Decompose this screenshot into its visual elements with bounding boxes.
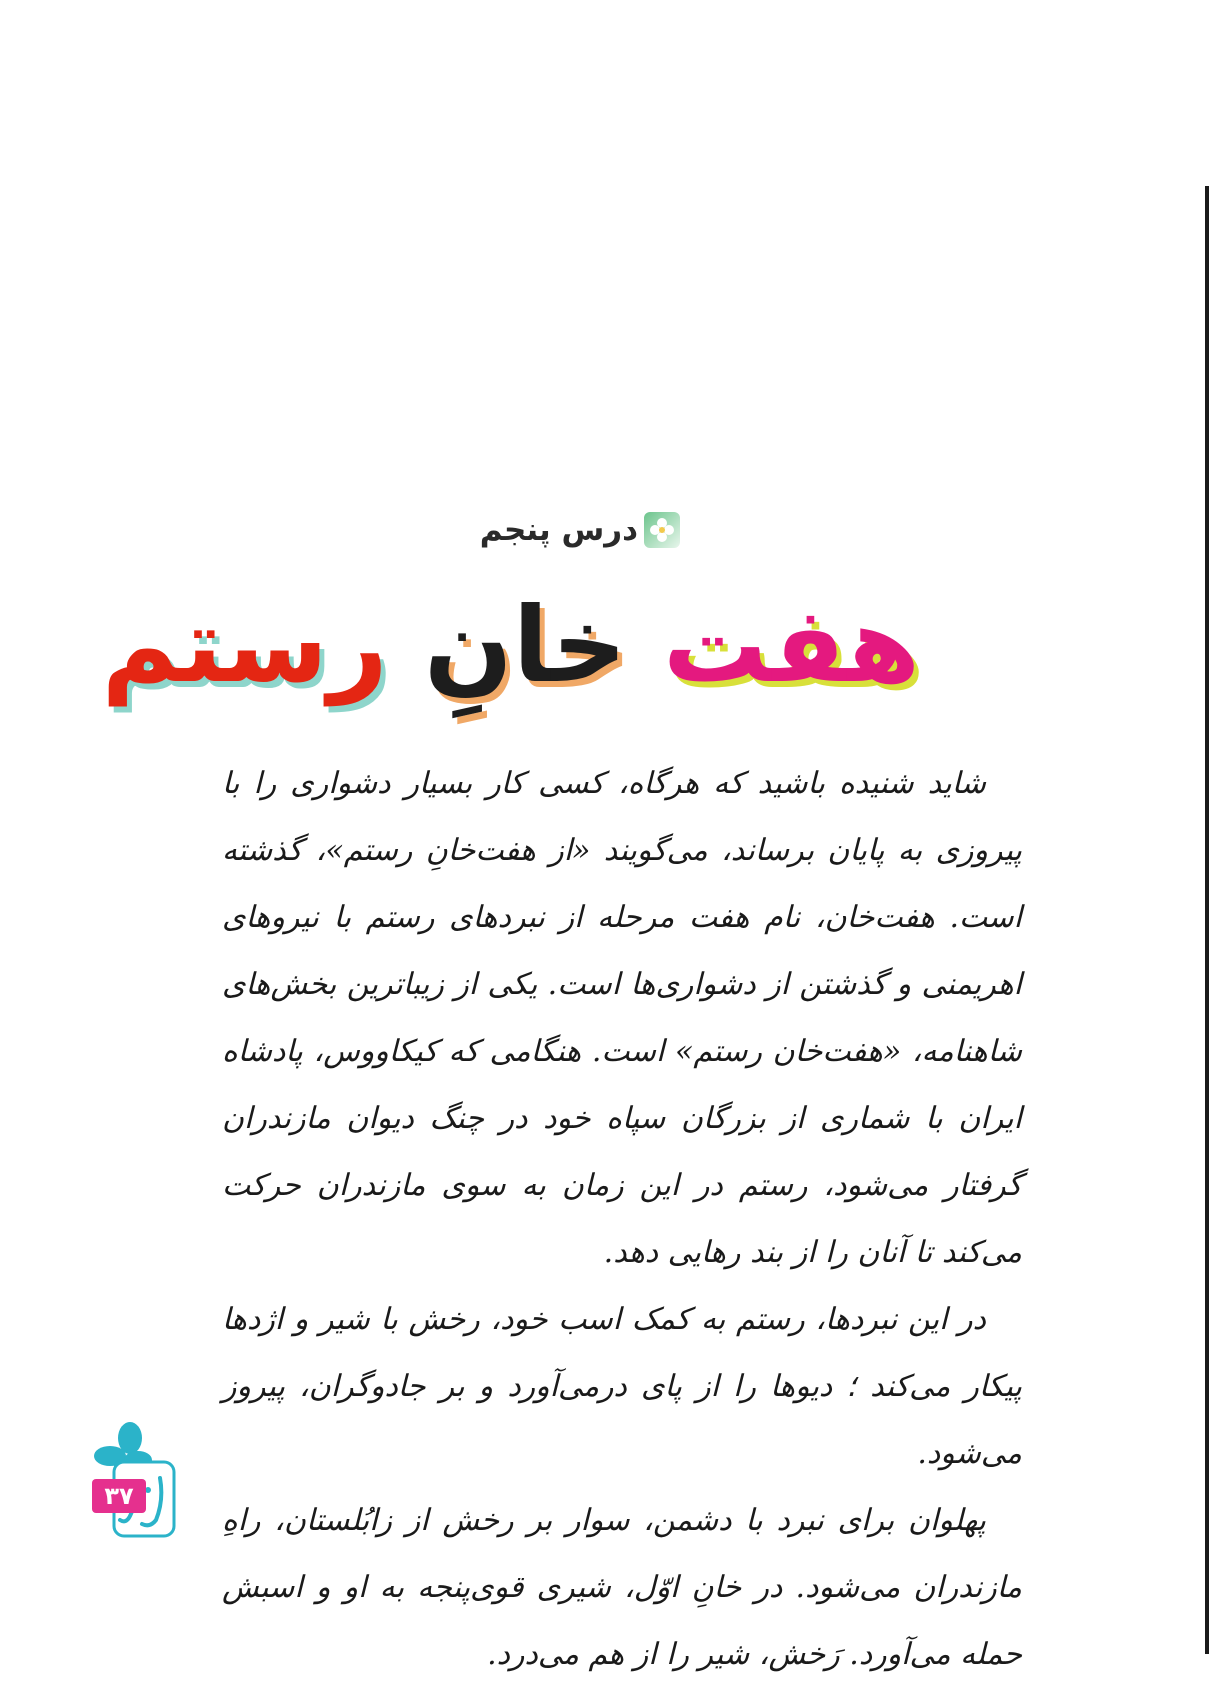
page-edge-line xyxy=(1205,186,1209,1654)
body-paragraph: پهلوان برای نبرد با دشمن، سوار بر رخش از زابُلستان، راهِ مازندران می‌شود. در خانِ اوّل، شیری قوی‌پنجه به او و اسبش حمله می‌آورد. رَخش، شیر را از هم می‌درد. xyxy=(222,1503,1022,1672)
page-number: ۳۷ xyxy=(92,1479,146,1513)
body-paragraph: شاید شنیده باشید که هرگاه، کسی کار بسیار دشواری را با پیروزی به پایان برساند، می‌گویند «از هفت‌خانِ رستم»، گذشته است. هفت‌خان، نام هفت مرحله از نبردهای رستم با نیروهای اهریمنی و گذشتن از دشواری‌ها است. یکی از زیباترین بخش‌های شاهنامه، «هفت‌خان رستم» است. هنگامی که کیکاووس، پادشاه ایران با شماری از بزرگان سپاه خود در چنگ دیوان مازندران گرفتار می‌شود، رستم در این زمان به سوی مازندران حرکت می‌کند تا آنان را از بند رهایی دهد. xyxy=(222,766,1022,1270)
lesson-title xyxy=(101,565,920,725)
lesson-number-text: درس پنجم xyxy=(479,512,638,548)
title-word-haft: هفت xyxy=(662,584,920,706)
title-word-rostam: رستم xyxy=(101,584,388,706)
flower-icon xyxy=(644,512,680,548)
lesson-body xyxy=(222,750,1022,1688)
body-paragraph: در این نبردها، رستم به کمک اسب خود، رخش با شیر و اژدها پیکار می‌کند ؛ دیوها را از پای درمی‌آورد و بر جادوگران، پیروز می‌شود. xyxy=(222,1302,1022,1471)
title-word-khan: خانِ xyxy=(423,584,627,706)
lesson-label xyxy=(480,500,680,560)
